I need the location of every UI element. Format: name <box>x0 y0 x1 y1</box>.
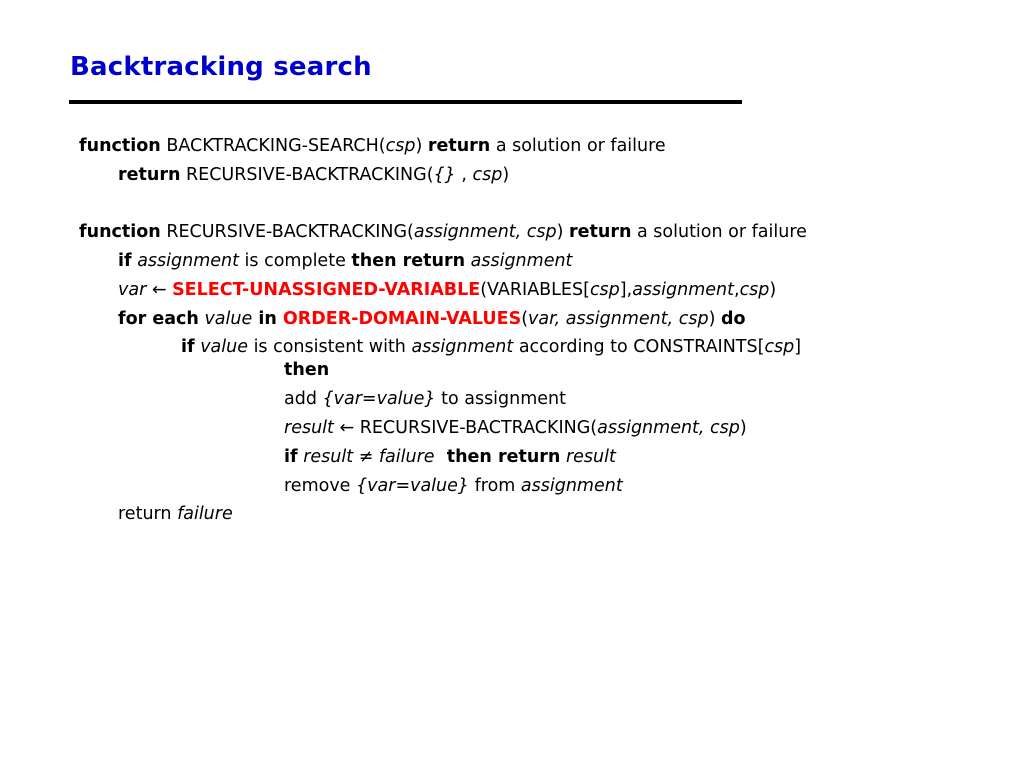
code-text: ( <box>521 309 529 329</box>
code-var: csp <box>385 136 416 156</box>
code-var: csp <box>472 165 503 185</box>
keyword: for each <box>118 309 199 329</box>
code-line-10 <box>284 417 747 439</box>
code-var: assignment <box>131 251 239 271</box>
code-text: BACKTRACKING-SEARCH( <box>160 136 386 156</box>
code-text: remove <box>284 476 357 496</box>
code-var: {} <box>433 165 456 185</box>
code-text: according to CONSTRAINTS[ <box>513 337 765 357</box>
code-var: var, assignment, csp <box>528 309 709 329</box>
code-text: is consistent with <box>248 337 412 357</box>
keyword: function <box>79 136 161 156</box>
keyword: if <box>284 447 298 467</box>
code-var: {var=value} <box>356 476 470 496</box>
code-line-2 <box>118 164 509 186</box>
keyword: return <box>569 222 632 242</box>
code-var: assignment <box>465 251 573 271</box>
code-text: RECURSIVE-BACKTRACKING( <box>160 222 414 242</box>
code-var: value <box>198 309 253 329</box>
code-text: add <box>284 389 323 409</box>
code-text: ) <box>708 309 721 329</box>
keyword: if <box>118 251 132 271</box>
code-var: assignment, csp <box>413 222 557 242</box>
code-line-12 <box>284 475 623 497</box>
function-call-highlight: ORDER-DOMAIN-VALUES <box>282 309 522 329</box>
code-text: ) <box>415 136 428 156</box>
code-var: assignment <box>411 337 514 357</box>
code-text: , <box>733 280 740 300</box>
keyword: function <box>79 222 161 242</box>
code-text: return <box>118 504 178 524</box>
code-line-8 <box>284 359 329 381</box>
keyword: if <box>181 337 195 357</box>
code-text: ], <box>619 280 633 300</box>
code-line-7 <box>181 336 801 358</box>
code-var: assignment <box>632 280 734 300</box>
code-var: result <box>284 418 334 438</box>
code-text: a solution or failure <box>490 136 666 156</box>
code-var: assignment, csp <box>597 418 740 438</box>
keyword: return <box>118 165 181 185</box>
keyword: then return <box>434 447 561 467</box>
code-var: csp <box>764 337 795 357</box>
code-text: ) <box>739 418 747 438</box>
keyword: in <box>252 309 283 329</box>
code-var: failure <box>177 504 233 524</box>
code-line-6 <box>118 308 746 330</box>
code-text: a solution or failure <box>631 222 807 242</box>
code-line-1 <box>79 135 666 157</box>
code-line-3 <box>79 221 807 243</box>
keyword: do <box>720 309 746 329</box>
slide-title: Backtracking search <box>70 52 372 82</box>
assign-arrow: ← <box>146 280 173 300</box>
code-text: from <box>469 476 521 496</box>
function-call-highlight: SELECT-UNASSIGNED-VARIABLE <box>172 280 481 300</box>
code-var: var <box>118 280 147 300</box>
code-line-5 <box>118 279 776 301</box>
code-var: {var=value} <box>322 389 436 409</box>
code-text: RECURSIVE-BACKTRACKING( <box>180 165 434 185</box>
code-var: assignment <box>520 476 623 496</box>
code-text: ) <box>769 280 777 300</box>
title-underline <box>69 100 742 104</box>
code-text: to assignment <box>435 389 567 409</box>
code-text: (VARIABLES[ <box>480 280 590 300</box>
code-var: csp <box>589 280 620 300</box>
code-var: csp <box>739 280 770 300</box>
code-line-11 <box>284 446 616 468</box>
code-text: , <box>455 165 473 185</box>
code-text: ) <box>556 222 570 242</box>
keyword: then return <box>351 251 466 271</box>
code-text: is complete <box>238 251 352 271</box>
code-line-9 <box>284 388 566 410</box>
code-var: result ≠ failure <box>297 447 435 467</box>
keyword: then <box>284 360 330 380</box>
code-text: ) <box>502 165 510 185</box>
keyword: return <box>427 136 491 156</box>
code-var: value <box>194 337 248 357</box>
code-line-13 <box>118 503 233 525</box>
code-var: result <box>560 447 616 467</box>
code-text: ] <box>794 337 802 357</box>
code-text: ← RECURSIVE-BACTRACKING( <box>333 418 598 438</box>
code-line-4 <box>118 250 572 272</box>
